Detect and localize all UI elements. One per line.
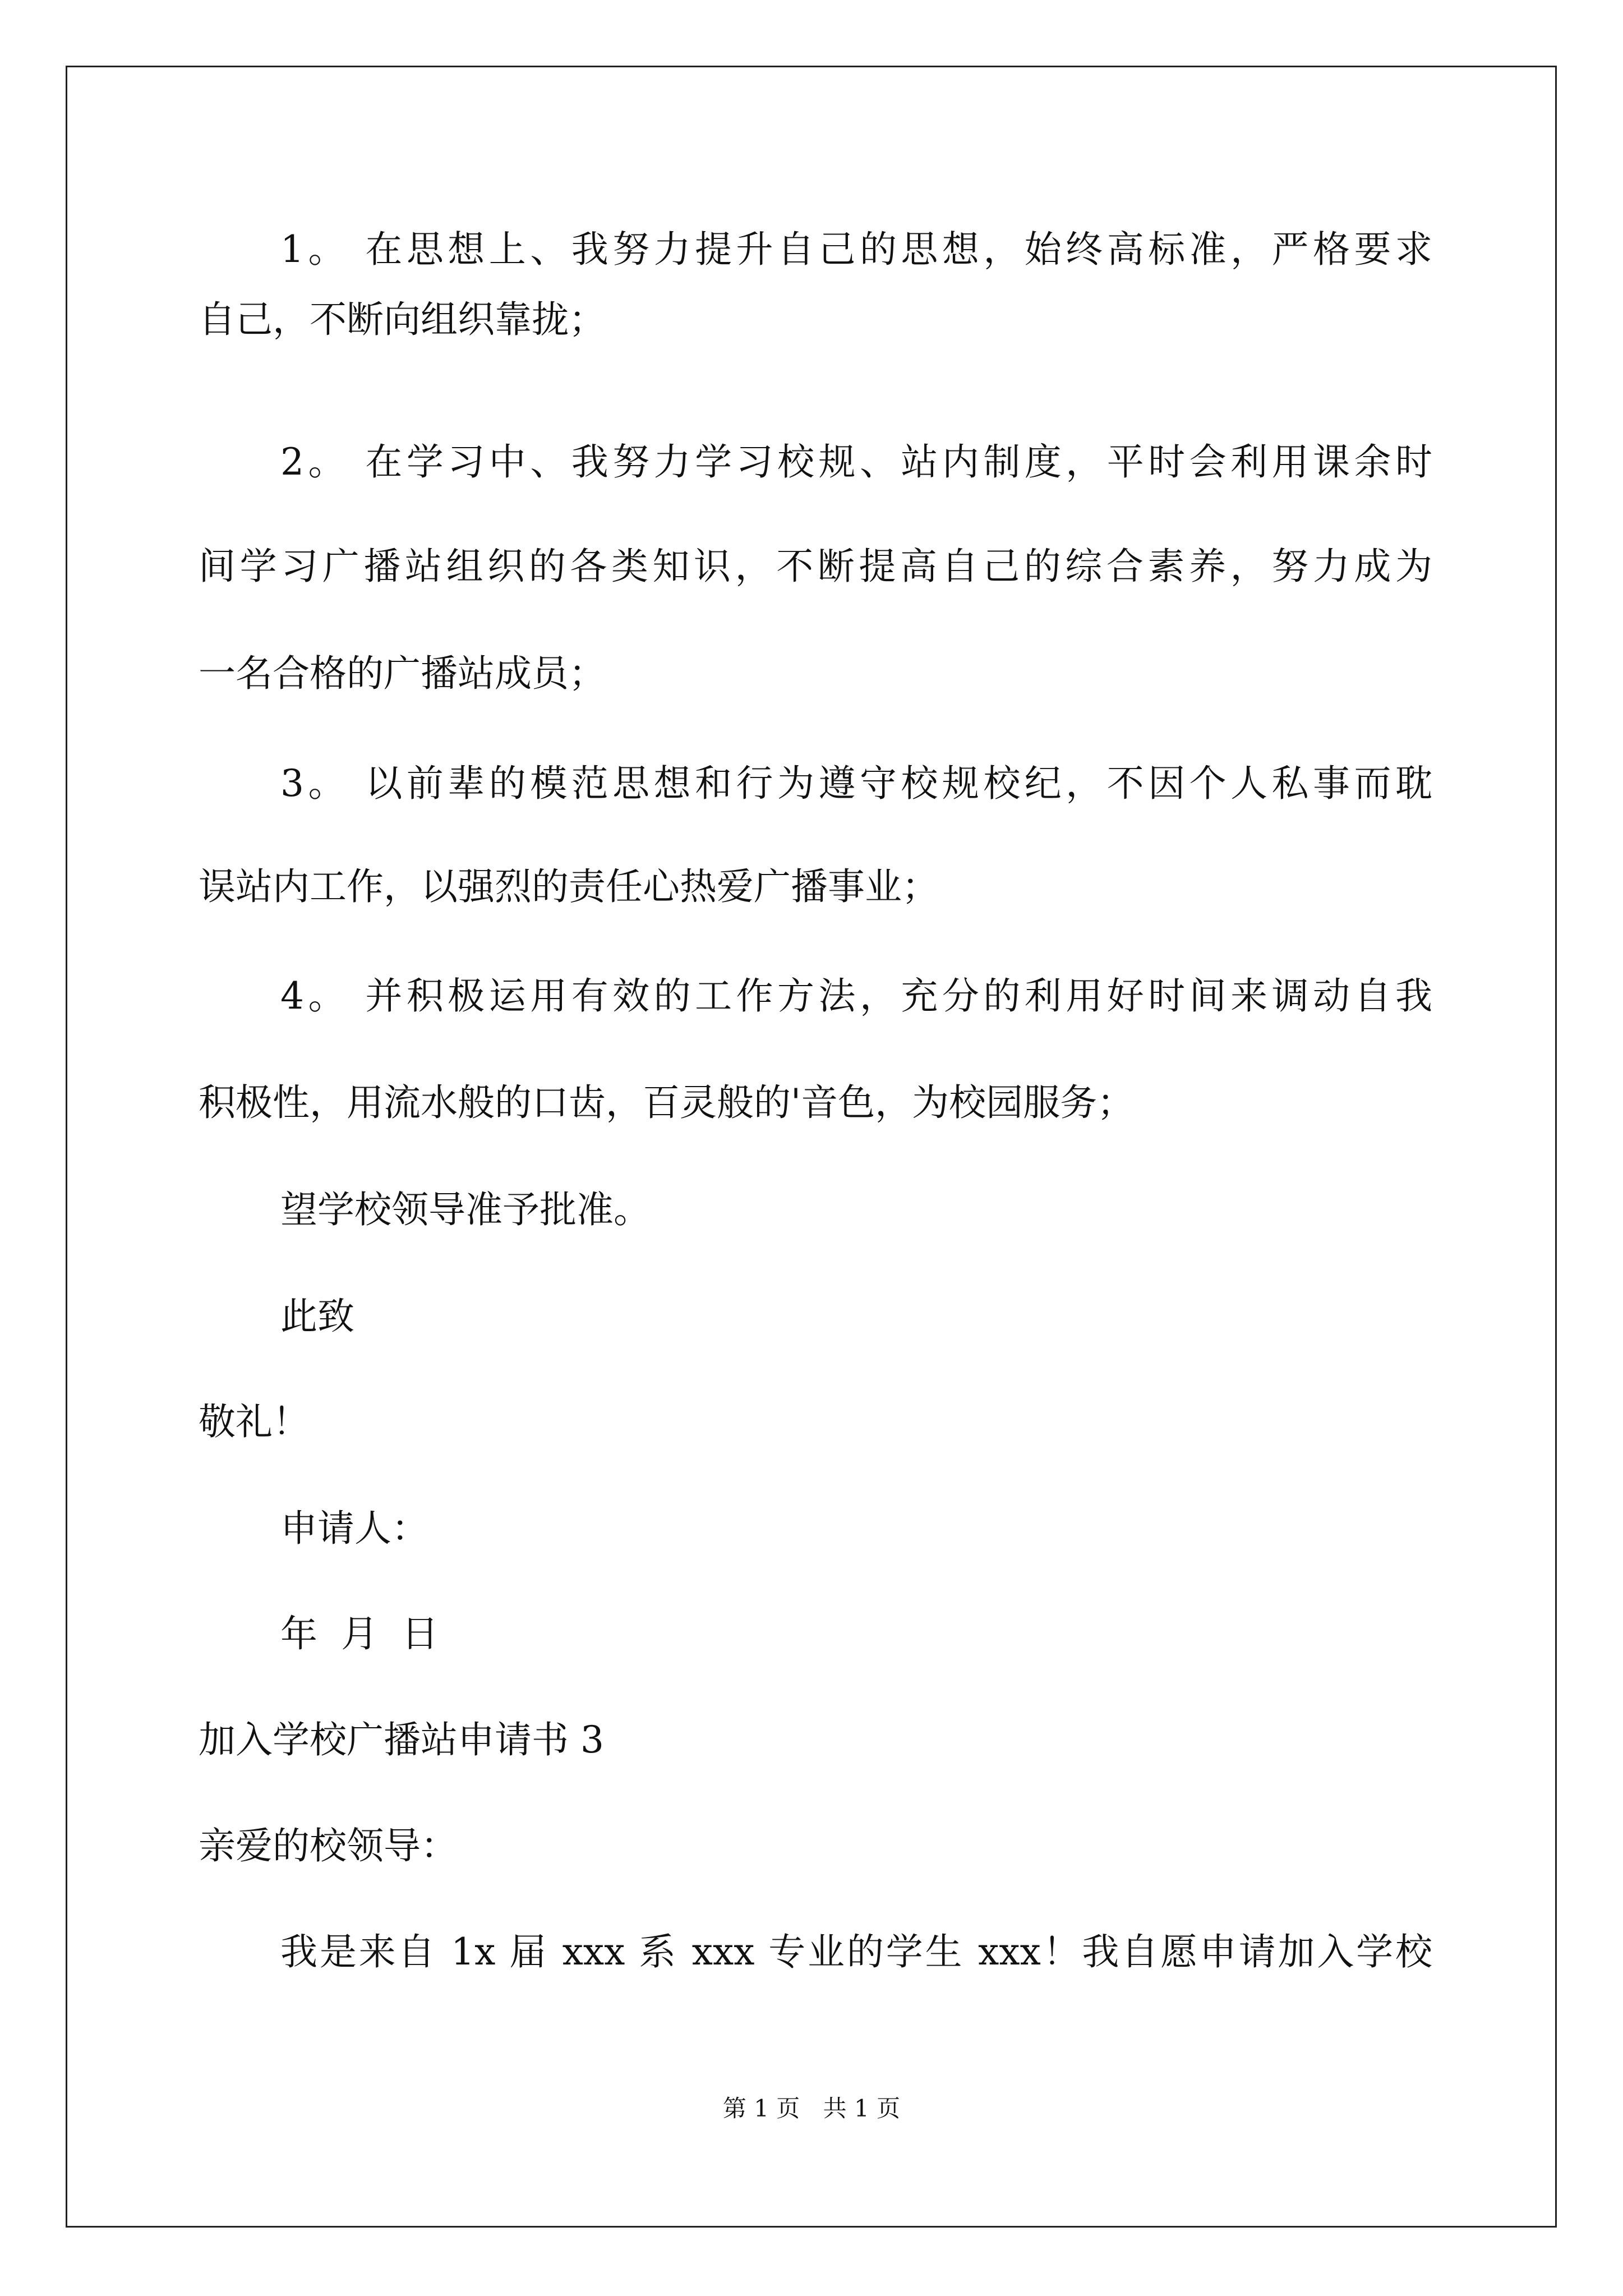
page-total: 共 1 页 [823, 2095, 901, 2122]
paragraph-line: 自己，不断向组织靠拢； [199, 298, 606, 341]
closing-line: 此致 [280, 1295, 354, 1338]
page-number: 第 1 页 [722, 2095, 800, 2122]
page-footer [0, 2097, 1623, 2120]
paragraph-line: 2。 在学习中、我努力学习校规、站内制度，平时会利用课余时 [280, 440, 1432, 484]
page-border [66, 66, 1557, 2228]
section-title: 加入学校广播站申请书 3 [199, 1718, 604, 1761]
paragraph-line: 我是来自 1x 届 xxx 系 xxx 专业的学生 xxx！我自愿申请加入学校 [280, 1930, 1432, 1973]
paragraph-line: 积极性，用流水般的口齿，百灵般的'音色，为校园服务； [199, 1081, 1135, 1124]
paragraph-line: 4。 并积极运用有效的工作方法，充分的利用好时间来调动自我 [280, 974, 1432, 1018]
applicant-line: 申请人： [280, 1507, 428, 1550]
greeting-line: 亲爱的校领导： [199, 1824, 458, 1867]
paragraph-line: 1。 在思想上、我努力提升自己的思想，始终高标准，严格要求 [280, 228, 1432, 271]
paragraph-line: 望学校领导准予批准。 [280, 1188, 651, 1231]
salutation-line: 敬礼！ [199, 1400, 310, 1443]
paragraph-line: 3。 以前辈的模范思想和行为遵守校规校纪，不因个人私事而耽 [280, 762, 1432, 805]
paragraph-line: 一名合格的广播站成员； [199, 652, 606, 695]
paragraph-line: 误站内工作，以强烈的责任心热爱广播事业； [199, 865, 939, 908]
date-line: 年 月 日 [280, 1612, 439, 1655]
paragraph-line: 间学习广播站组织的各类知识，不断提高自己的综合素养，努力成为 [199, 545, 1432, 588]
